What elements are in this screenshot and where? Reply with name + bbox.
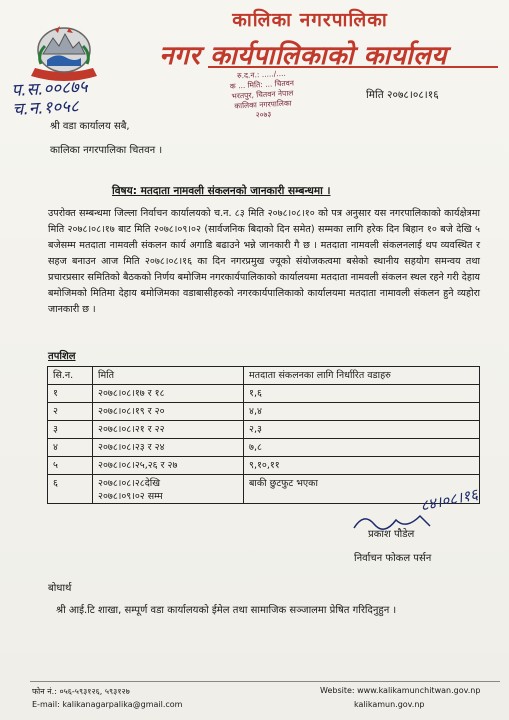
table-row xyxy=(48,385,480,403)
nepal-emblem-icon xyxy=(27,24,101,84)
received-stamp xyxy=(198,67,327,143)
table-row xyxy=(48,403,480,421)
stamp-line: क ... मिति: ... चितवन xyxy=(229,78,295,91)
stamp-line: रु.द.न.: ...../.... xyxy=(236,68,286,81)
footer-email-secondary: kalikamun.gov.np xyxy=(354,700,425,709)
table-row xyxy=(48,457,480,475)
column-header: मिति xyxy=(93,367,244,385)
column-header: सि.न. xyxy=(48,367,93,385)
table-header-row xyxy=(48,367,480,385)
municipality-name: कालिका नगरपालिका xyxy=(232,9,388,31)
table-row xyxy=(48,439,480,457)
table-cell: ५ xyxy=(48,457,93,475)
table-row xyxy=(48,421,480,439)
table-cell: ४ xyxy=(48,439,93,457)
letter-body: उपरोक्त सम्बन्धमा जिल्ला निर्वाचन कार्यालयको च.न. ८३ मिति २०७८।०८।१० को पत्र अनुसार यस नगरपालिकाको कार्यक्षेत्रमा मिति २०७८।०८।१७ बाट मिति २०७८।०९।०२ (सार्वजनिक बिदाको दिन समेत) सम्मका लागि हरेक दिन बिहान १० बजे देखि ५ बजेसम्म मतदाता नामवली संकलन कार्य अगाडि बढाउने भन्ने जानकारी गै छ । मतदाता नामवली संकलनलाई थप व्यवस्थित र सहज बनाउन आज मिति २०७८।०८।१६ का दिन नगरप्रमुख ज्यूको संयोजकत्वमा बसेको स्थानीय सहयोग समन्वय तथा प्रचारप्रसार समितिको बैठकको निर्णय बमोजिम नगरकार्यपालिकाको कार्यालयमा मतदाता नामवली संकलन स्थल रहने गरी देहाय बमोजिमको मितिमा देहाय बमोजिमका वडाबासीहरुको नगरकार्यपालिकाको कार्यालयमा मतदाता नामावली संकलन हुने व्यहोरा जानकारी छ । xyxy=(48,208,480,315)
table-cell: २ xyxy=(48,403,93,421)
table-cell: २०७८।०८।१९ र २० xyxy=(93,403,244,421)
header-divider xyxy=(208,66,498,68)
table-cell: १,६ xyxy=(244,385,480,403)
table-cell: २०७८।०८।२१ र २२ xyxy=(93,421,244,439)
stamp-line: कालिका नगरपालिका xyxy=(234,98,292,111)
table-cell: ४,४ xyxy=(244,403,480,421)
handwritten-line: च.न.१०५८ xyxy=(11,96,80,120)
footer-phone: फोन नं.: ०५६-५९३१२६, ५९३१२७ xyxy=(32,687,130,696)
handwritten-reference xyxy=(11,78,89,120)
footer-website: Website: www.kalikamunchitwan.gov.np xyxy=(320,686,481,695)
cc-heading: बोधार्थ xyxy=(48,583,72,594)
recipient-line: श्री वडा कार्यालय सबै, xyxy=(50,121,130,132)
letter-subject: विषय: मतदाता नामवली संकलनको जानकारी सम्बन्धमा । xyxy=(112,185,331,197)
signatory-name: प्रकाश पौडेल xyxy=(368,529,415,540)
column-header: मतदाता संकलनका लागि निर्धारित वडाहरु xyxy=(244,367,480,385)
schedule-table xyxy=(47,366,480,504)
table-cell: ७,८ xyxy=(244,439,480,457)
table-cell: १ xyxy=(48,385,93,403)
cc-line: श्री आई.टि शाखा, सम्पूर्ण वडा कार्यालयको ईमेल तथा सामाजिक सञ्जालमा प्रेषित गरिदिनुहुन । xyxy=(56,605,397,616)
footer-divider xyxy=(30,681,500,682)
table-cell: ९,१०,११ xyxy=(244,457,480,475)
table-cell: ६ xyxy=(48,475,93,504)
stamp-line: २०७३ xyxy=(255,109,272,120)
office-name: नगर कार्यपालिकाको कार्यालय xyxy=(159,41,447,71)
letter-date: मिति २०७८।०८।१६ xyxy=(366,89,439,101)
recipient-line: कालिका नगरपालिका चितवन । xyxy=(50,145,163,156)
table-cell: २०७८।०८।२५,२६ र २७ xyxy=(93,457,244,475)
table-cell: २०७८।०८।२३ र २४ xyxy=(93,439,244,457)
signature-date-scribble: ८४।०८।१६ xyxy=(418,485,480,515)
stamp-line: भरतपुर, चितवन नेपाल xyxy=(231,88,294,101)
handwritten-line: प.स.००८७५ xyxy=(11,77,89,101)
table-row xyxy=(48,475,480,504)
details-heading: तपशिल xyxy=(48,351,76,362)
table-cell: २०७८।०८।२८देखि २०७८।०९।०२ सम्म xyxy=(93,475,244,504)
signatory-title: निर्वाचन फोकल पर्सन xyxy=(354,553,432,564)
footer-email: E-mail: kalikanagarpalika@gmail.com xyxy=(32,700,183,709)
table-cell: २,३ xyxy=(244,421,480,439)
table-cell: ३ xyxy=(48,421,93,439)
table-cell: बाकी छुटफुट भएका xyxy=(244,475,480,504)
table-cell: २०७८।०८।१७ र १८ xyxy=(93,385,244,403)
